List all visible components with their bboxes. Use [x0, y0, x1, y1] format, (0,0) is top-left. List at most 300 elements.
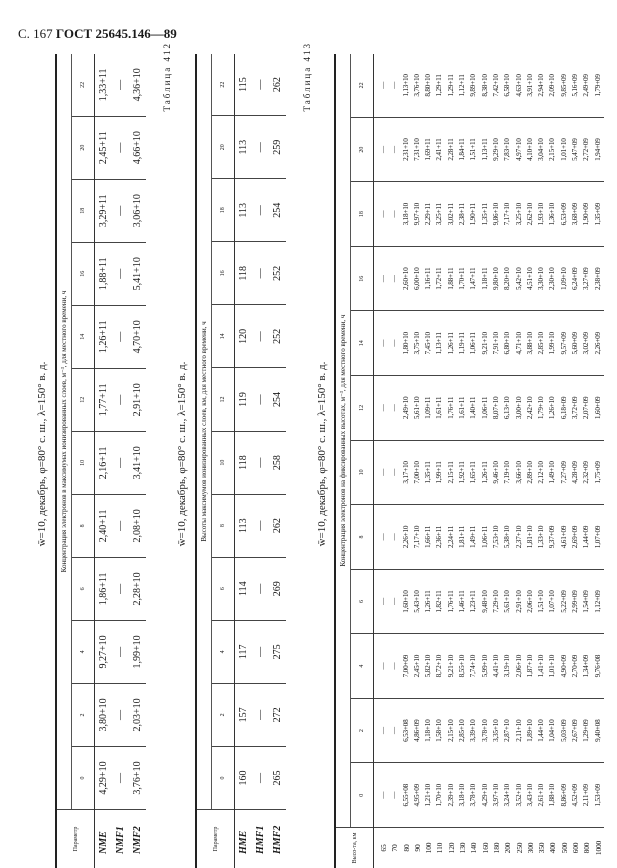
- cell-value: 2,15+11: [446, 461, 455, 484]
- cell-value: 1,82+11: [435, 590, 444, 613]
- table-413-label: Таблица 413: [302, 42, 312, 112]
- cell-value: 1,29+11: [435, 74, 444, 97]
- height-header: Высо-та, км: [335, 828, 374, 868]
- cell-value: 3,18+10: [458, 784, 467, 807]
- cell-value: 1,18+11: [480, 267, 489, 290]
- cell-value: 2,28+11: [446, 138, 455, 161]
- cell-value: 3,39+10: [469, 719, 478, 742]
- cell-value: —: [112, 54, 129, 116]
- table-413: [334, 54, 604, 868]
- cell-value: —: [390, 81, 399, 89]
- table-row: [252, 54, 269, 868]
- cell-value: 6,13+10: [503, 396, 512, 420]
- hour-column-header: 8: [351, 505, 374, 570]
- height-value: 300: [525, 842, 535, 854]
- cell-value: 4,28+09: [571, 461, 580, 484]
- cell-value: 2,26+09: [593, 332, 602, 355]
- cell-value: 3,80+10: [95, 683, 113, 746]
- hour-column-header: 18: [72, 179, 95, 242]
- cell-value: 3,78+10: [469, 784, 478, 807]
- cell-value: 5,03+09: [559, 719, 568, 742]
- cell-value: 3,19+10: [503, 654, 512, 678]
- cell-value: —: [379, 727, 387, 735]
- cell-value: —: [112, 368, 129, 431]
- cell-value: 3,68+09: [571, 202, 580, 226]
- cell-value: —: [252, 242, 269, 305]
- cell-value: 1,09+10: [559, 267, 568, 290]
- cell-value: 2,38+09: [593, 267, 602, 290]
- cell-value: 8,07+10: [491, 396, 500, 420]
- cell-value: —: [379, 468, 387, 476]
- cell-value: 2,32+09: [582, 461, 591, 484]
- cell-value: 3,27+09: [582, 267, 591, 290]
- cell-value: 9,21+10: [480, 332, 489, 355]
- height-column: [374, 828, 604, 868]
- cell-value: 7,91+10: [491, 332, 500, 355]
- cell-value: —: [390, 662, 399, 670]
- cell-value: 1,76+11: [446, 396, 455, 419]
- cell-value: 4,29+10: [98, 761, 109, 795]
- cell-value: 1,88+11: [95, 242, 113, 305]
- cell-value: 9,48+10: [480, 590, 489, 613]
- table-row: [269, 54, 286, 868]
- cell-value: 2,60+10: [401, 267, 410, 290]
- cell-value: 4,95+09: [412, 784, 421, 807]
- cell-value: 7,42+10: [491, 74, 500, 97]
- hour-column-values: [374, 505, 604, 570]
- height-value: 500: [559, 842, 569, 854]
- cell-value: 1,49+11: [469, 525, 478, 549]
- cell-value: 1,99+10: [129, 620, 146, 683]
- cell-value: 7,00+10: [412, 461, 421, 484]
- cell-value: 1,12+09: [593, 590, 602, 613]
- cell-value: 3,41+10: [129, 431, 146, 494]
- cell-value: 3,66+10: [514, 461, 523, 484]
- hour-column-header: 22: [351, 54, 374, 117]
- hour-column-header: 8: [72, 494, 95, 557]
- hour-column-values: [374, 376, 604, 441]
- cell-value: 114: [235, 557, 253, 620]
- table-413-title: w̄=10, декабрь, φ=80° с. ш., λ=150° в. д.: [316, 361, 328, 547]
- hour-column-header: 14: [72, 305, 95, 368]
- cell-value: 2,28+10: [129, 557, 146, 620]
- cell-value: 5,61+10: [412, 396, 421, 420]
- cell-value: 1,09+11: [424, 396, 433, 419]
- table-row: [95, 54, 113, 868]
- table-411: [55, 54, 146, 868]
- cell-value: 6,24+09: [571, 267, 580, 290]
- cell-value: 7,31+10: [412, 138, 421, 161]
- cell-value: 2,11+09: [582, 784, 591, 807]
- cell-value: 3,24+10: [503, 784, 512, 807]
- cell-value: 2,62+10: [525, 202, 534, 226]
- cell-value: 2,29+11: [424, 203, 433, 226]
- cell-value: 3,52+10: [514, 784, 523, 807]
- cell-value: 6,55+08: [401, 784, 410, 807]
- rotated-page-body: [30, 40, 612, 868]
- cell-value: —: [112, 116, 129, 179]
- cell-value: 1,07+10: [548, 590, 557, 613]
- cell-value: —: [390, 210, 399, 218]
- height-value: 350: [537, 842, 547, 854]
- cell-value: 1,81+11: [458, 525, 467, 549]
- cell-value: 7,00+09: [401, 654, 410, 678]
- cell-value: 1,01+10: [548, 654, 557, 678]
- cell-value: —: [390, 146, 399, 154]
- cell-value: 2,70+09: [571, 654, 580, 678]
- cell-value: 1,94+09: [593, 138, 602, 161]
- cell-value: —: [379, 662, 387, 670]
- cell-value: 1,81+10: [525, 525, 534, 549]
- cell-value: 1,29+09: [582, 719, 591, 742]
- cell-value: —: [379, 598, 387, 606]
- cell-value: 5,82+10: [424, 654, 433, 678]
- param-header: Параметр: [56, 810, 95, 868]
- cell-value: 9,89+10: [469, 74, 478, 97]
- cell-value: 3,35+10: [491, 719, 500, 742]
- cell-value: 1,58+10: [435, 719, 444, 742]
- cell-value: 7,53+10: [491, 525, 500, 549]
- hour-column-header: 6: [72, 557, 95, 620]
- cell-value: 2,03+10: [129, 683, 146, 746]
- cell-value: 1,80+10: [401, 332, 410, 355]
- cell-value: 5,43+10: [412, 590, 421, 613]
- cell-value: 1,01+10: [559, 138, 568, 161]
- cell-value: 1,21+10: [424, 784, 433, 807]
- cell-value: 7,45+10: [424, 332, 433, 355]
- hour-column-header: 4: [351, 634, 374, 699]
- cell-value: 113: [235, 179, 253, 242]
- cell-value: —: [390, 468, 399, 476]
- cell-value: 3,04+10: [537, 138, 546, 161]
- cell-value: 1,60+09: [593, 396, 602, 420]
- cell-value: 1,61+11: [435, 396, 444, 419]
- cell-value: 2,11+10: [514, 719, 523, 742]
- hour-column-header: 20: [72, 116, 95, 179]
- cell-value: 3,25+11: [435, 203, 444, 226]
- param-header: Параметр: [196, 810, 235, 868]
- cell-value: 6,53+09: [559, 202, 568, 226]
- cell-value: 9,40+08: [593, 719, 602, 742]
- height-value: 140: [469, 842, 479, 854]
- hour-column-header: 18: [212, 179, 235, 242]
- hour-column-values: [374, 569, 604, 634]
- cell-value: 2,89+10: [525, 461, 534, 484]
- height-value: 65: [379, 844, 388, 852]
- hour-column-header: 6: [212, 557, 235, 620]
- hour-column-values: [374, 763, 604, 828]
- cell-value: 252: [269, 242, 286, 305]
- cell-value: 3,29+11: [95, 179, 113, 242]
- cell-value: 2,37+10: [514, 525, 523, 549]
- cell-value: 1,69+11: [424, 138, 433, 161]
- cell-value: 262: [269, 54, 286, 116]
- cell-value: 2,12+10: [537, 461, 546, 484]
- cell-value: 3,00+10: [514, 396, 523, 420]
- cell-value: —: [112, 620, 129, 683]
- cell-value: —: [379, 533, 387, 541]
- cell-value: —: [252, 116, 269, 179]
- cell-value: 9,76+08: [593, 654, 602, 678]
- cell-value: —: [390, 727, 399, 735]
- cell-value: —: [390, 598, 399, 606]
- cell-value: —: [390, 339, 399, 347]
- cell-value: 3,18+10: [401, 202, 410, 226]
- cell-value: 3,91+10: [525, 74, 534, 97]
- table-412-label: Таблица 412: [162, 42, 172, 112]
- cell-value: 1,93+10: [537, 202, 546, 226]
- hour-column-header: 22: [212, 54, 235, 116]
- cell-value: 1,89+10: [525, 719, 534, 742]
- cell-value: 1,06+11: [480, 525, 489, 549]
- hour-column-header: 16: [351, 246, 374, 311]
- cell-value: 1,77+11: [95, 368, 113, 431]
- cell-value: 2,30+10: [548, 267, 557, 290]
- cell-value: 1,46+11: [458, 590, 467, 613]
- cell-value: 2,61+10: [537, 784, 546, 807]
- table-411-title: w̄=10, декабрь, φ=80° с. ш., λ=150° в. д.: [36, 361, 48, 547]
- cell-value: 1,23+11: [469, 590, 478, 613]
- cell-value: 1,88+10: [548, 784, 557, 807]
- cell-value: —: [379, 275, 387, 283]
- cell-value: 5,99+10: [480, 654, 489, 678]
- cell-value: 3,97+10: [491, 784, 500, 807]
- cell-value: 4,29+10: [480, 784, 489, 807]
- param-name: HMF2: [269, 810, 286, 868]
- cell-value: 1,33+10: [537, 525, 546, 549]
- hour-column-header: 2: [212, 683, 235, 746]
- cell-value: —: [390, 275, 399, 283]
- cell-value: 1,76+11: [446, 590, 455, 613]
- cell-value: 1,35+09: [593, 202, 602, 226]
- hour-column-values: [374, 311, 604, 376]
- hour-column-header: 8: [212, 494, 235, 557]
- cell-value: 2,40+11: [95, 494, 113, 557]
- hour-column-header: 0: [212, 746, 235, 809]
- cell-value: 9,46+10: [491, 461, 500, 484]
- cell-value: 2,49+09: [582, 74, 591, 97]
- hour-column-header: 20: [351, 117, 374, 182]
- cell-value: 6,53+08: [401, 719, 410, 742]
- hour-column-values: [374, 698, 604, 763]
- cell-value: 2,99+09: [571, 590, 580, 613]
- cell-value: —: [252, 620, 269, 683]
- hour-column-header: 12: [351, 376, 374, 441]
- cell-value: 1,26+11: [480, 461, 489, 484]
- hour-column-header: 6: [351, 569, 374, 634]
- cell-value: 1,26+11: [424, 590, 433, 613]
- cell-value: 120: [235, 305, 253, 368]
- hour-column-header: 14: [212, 305, 235, 368]
- hour-column-header: 2: [72, 683, 95, 746]
- cell-value: 3,43+10: [525, 784, 534, 807]
- cell-value: —: [112, 494, 129, 557]
- cell-value: 118: [235, 431, 253, 494]
- cell-value: 2,36+11: [435, 525, 444, 549]
- hour-column-header: 4: [212, 620, 235, 683]
- cell-value: —: [390, 791, 399, 799]
- table-411-block: [30, 40, 180, 868]
- cell-value: 7,19+10: [503, 461, 512, 484]
- cell-value: 272: [269, 683, 286, 746]
- cell-value: 8,86+09: [559, 784, 568, 807]
- hour-column-header: 0: [351, 763, 374, 828]
- table-412-block: [170, 40, 320, 868]
- cell-value: —: [252, 368, 269, 431]
- param-name: HMF1: [252, 810, 269, 868]
- cell-value: 2,08+10: [129, 494, 146, 557]
- cell-value: 3,25+10: [514, 202, 523, 226]
- cell-value: 1,06+11: [480, 396, 489, 419]
- cell-value: 8,55+10: [458, 654, 467, 678]
- cell-value: 157: [235, 683, 253, 746]
- cell-value: 2,69+09: [571, 525, 580, 549]
- cell-value: 115: [235, 54, 253, 116]
- cell-value: —: [390, 533, 399, 541]
- height-value: 80: [401, 844, 411, 852]
- cell-value: 262: [269, 494, 286, 557]
- cell-value: 1,60+10: [401, 590, 410, 613]
- hour-column-values: [374, 117, 604, 182]
- cell-value: 1,41+10: [537, 654, 546, 678]
- table-412-title: w̄=10, декабрь, φ=80° с. ш., λ=150° в. д.: [176, 361, 188, 547]
- cell-value: 7,74+10: [469, 654, 478, 678]
- cell-value: 2,72+09: [582, 138, 591, 161]
- cell-value: 2,31+10: [401, 138, 410, 161]
- cell-value: 1,35+11: [480, 203, 489, 226]
- cell-value: 6,00+10: [412, 267, 421, 290]
- cell-value: 1,44+10: [537, 719, 546, 742]
- cell-value: 5,47+09: [571, 138, 580, 161]
- hour-column-header: 10: [72, 431, 95, 494]
- cell-value: 1,61+11: [458, 396, 467, 419]
- cell-value: 1,92+11: [458, 461, 467, 484]
- cell-value: 9,29+10: [491, 138, 500, 161]
- height-value: 600: [571, 842, 581, 854]
- cell-value: 258: [269, 431, 286, 494]
- cell-value: —: [252, 54, 269, 116]
- cell-value: 2,06+10: [525, 590, 534, 613]
- cell-value: 113: [235, 494, 253, 557]
- height-value: 120: [446, 842, 456, 854]
- hour-column-values: [374, 54, 604, 117]
- cell-value: 8,38+10: [480, 74, 489, 97]
- height-value: 110: [435, 842, 445, 854]
- cell-value: —: [252, 179, 269, 242]
- cell-value: 1,84+11: [458, 138, 467, 161]
- cell-value: —: [379, 404, 387, 412]
- table-413-block: [312, 40, 612, 868]
- cell-value: 2,06+10: [514, 654, 523, 678]
- height-value: 1000: [593, 840, 603, 856]
- cell-value: 2,91+10: [129, 368, 146, 431]
- height-value: 250: [514, 842, 524, 854]
- hour-column-header: 18: [351, 182, 374, 247]
- cell-value: —: [255, 772, 266, 783]
- cell-value: 9,80+10: [491, 267, 500, 290]
- table-row: [235, 54, 253, 868]
- hour-column-header: 10: [351, 440, 374, 505]
- hour-column-header: 20: [212, 116, 235, 179]
- cell-value: —: [112, 242, 129, 305]
- height-value: 400: [548, 842, 558, 854]
- cell-value: 2,16+11: [95, 431, 113, 494]
- page-number: С. 167: [18, 26, 53, 41]
- cell-value: 1,86+11: [95, 557, 113, 620]
- cell-value: 1,44+09: [582, 525, 591, 549]
- cell-value: 118: [235, 242, 253, 305]
- table-row: [129, 54, 146, 868]
- hour-column-header: 0: [72, 746, 95, 809]
- hour-column-values: [374, 634, 604, 699]
- hour-column-values: [374, 440, 604, 505]
- cell-value: 113: [235, 116, 253, 179]
- cell-value: 5,42+10: [514, 267, 523, 290]
- cell-value: 2,42+10: [525, 396, 534, 420]
- cell-value: 2,85+10: [537, 332, 546, 355]
- cell-value: 1,19+11: [458, 332, 467, 355]
- cell-value: 8,80+10: [424, 74, 433, 97]
- table-row: [112, 54, 129, 868]
- cell-value: 7,17+10: [503, 202, 512, 226]
- cell-value: 1,29+11: [446, 74, 455, 97]
- cell-value: 1,26+11: [446, 332, 455, 355]
- cell-value: 1,36+10: [548, 202, 557, 226]
- cell-value: 3,30+10: [537, 267, 546, 290]
- cell-value: 4,51+10: [525, 267, 534, 290]
- hour-column-header: 2: [351, 698, 374, 763]
- table-413-subtitle: Концентрация электронов на фиксированных высотах, м⁻³, для местного времени, ч: [335, 54, 351, 828]
- cell-value: —: [115, 772, 126, 783]
- cell-value: —: [252, 431, 269, 494]
- hour-column-header: 4: [72, 620, 95, 683]
- cell-value: 4,10+10: [525, 138, 534, 161]
- cell-value: 1,75+09: [593, 461, 602, 484]
- cell-value: 3,76+10: [412, 74, 421, 97]
- cell-value: —: [379, 210, 387, 218]
- cell-value: 6,58+10: [503, 74, 512, 97]
- cell-value: 7,29+10: [491, 590, 500, 613]
- height-value: 160: [480, 842, 490, 854]
- cell-value: 259: [269, 116, 286, 179]
- cell-value: 3,02+09: [582, 332, 591, 355]
- cell-value: —: [112, 305, 129, 368]
- cell-value: —: [379, 81, 387, 89]
- cell-value: 1,06+11: [469, 332, 478, 355]
- cell-value: 1,12+11: [458, 74, 467, 97]
- cell-value: 1,07+09: [593, 525, 602, 549]
- cell-value: 119: [235, 368, 253, 431]
- cell-value: 4,63+10: [514, 74, 523, 97]
- hour-column-header: 12: [72, 368, 95, 431]
- cell-value: —: [112, 179, 129, 242]
- cell-value: 2,26+10: [401, 525, 410, 549]
- cell-value: 5,41+10: [129, 242, 146, 305]
- param-name: HME: [235, 810, 253, 868]
- cell-value: 1,51+11: [469, 138, 478, 161]
- cell-value: 4,52+09: [571, 784, 580, 807]
- cell-value: 1,65+11: [469, 461, 478, 484]
- cell-value: 5,16+09: [571, 74, 580, 97]
- cell-value: —: [379, 339, 387, 347]
- cell-value: 1,90+09: [582, 202, 591, 226]
- cell-value: 4,41+10: [491, 654, 500, 678]
- hour-column-values: [374, 246, 604, 311]
- cell-value: 265: [272, 770, 283, 786]
- cell-value: 3,88+10: [525, 332, 534, 355]
- table-412: [195, 54, 286, 868]
- cell-value: 6,80+10: [503, 332, 512, 355]
